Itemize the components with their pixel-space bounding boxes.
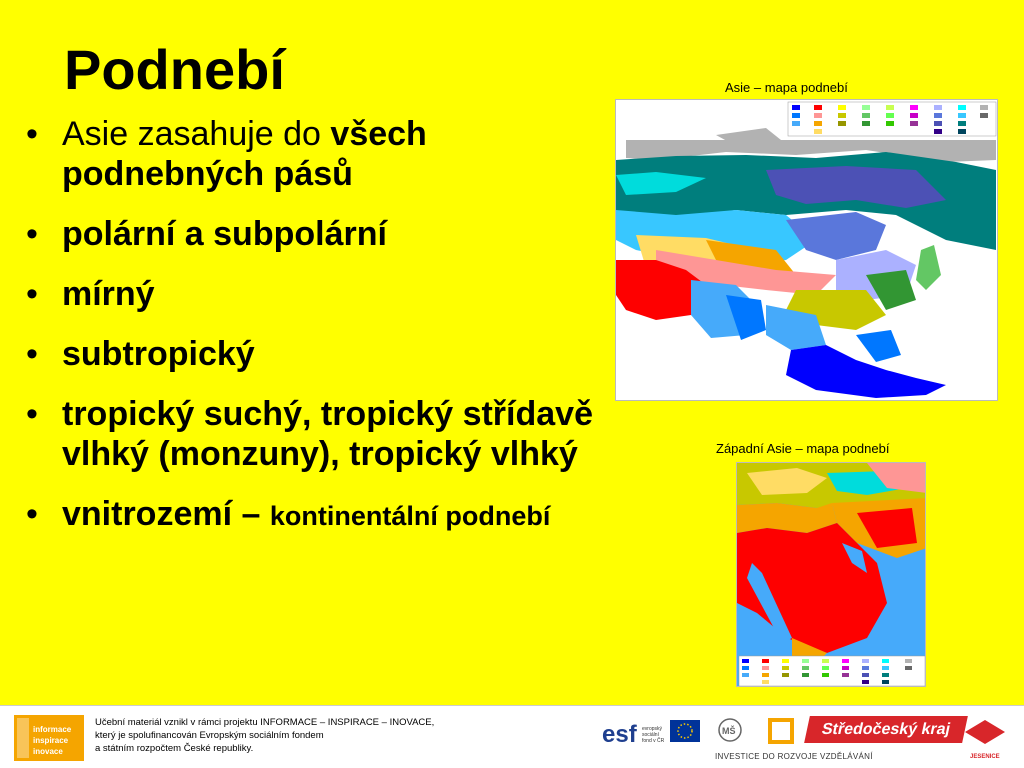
bullet-item [26, 494, 626, 536]
west-asia-map-legend [739, 656, 925, 686]
bullet-dot: • [26, 495, 38, 533]
bullet-item [26, 274, 626, 314]
partner-logos [600, 712, 1020, 767]
bullet-item [26, 334, 626, 374]
region-badge: Středočeský kraj [804, 716, 968, 743]
svg-text:inovace: inovace [33, 747, 63, 756]
west-asia-climate-map-icon [736, 462, 926, 687]
west-asia-map-caption: Západní Asie – mapa podnebí [716, 441, 890, 456]
bullet-text-bold: tropický suchý, tropický střídavě vlhký (monzuny), tropický vlhký [62, 395, 593, 473]
footer-line-1: Učební materiál vznikl v rámci projektu INFORMACE – INSPIRACE – INOVACE, [95, 717, 435, 728]
svg-text:JESENICE: JESENICE [970, 754, 1000, 760]
bullet-list [26, 114, 626, 556]
iii-logo [14, 715, 84, 761]
asia-map-legend [788, 102, 996, 136]
op-logo-icon [768, 718, 794, 744]
bullet-text-bold: mírný [62, 275, 155, 313]
asia-map-caption: Asie – mapa podnebí [725, 80, 848, 95]
svg-text:evropský: evropský [642, 726, 663, 732]
bullet-text-small: kontinentální podnebí [269, 501, 551, 531]
asia-climate-map-icon [615, 99, 998, 401]
bullet-dot: • [26, 215, 38, 253]
esf-logo-icon [602, 721, 665, 748]
footer-text [95, 716, 434, 755]
bullet-text: Asie zasahuje do [62, 115, 331, 153]
bullet-dot: • [26, 335, 38, 373]
invest-slogan: INVESTICE DO ROZVOJE VZDĚLÁVÁNÍ [715, 752, 873, 761]
svg-text:esf: esf [602, 721, 637, 748]
footer-line-2: který je spolufinancován Evropským sociálním fondem [95, 730, 324, 741]
bullet-item [26, 114, 626, 194]
footer-line-3: a státním rozpočtem České republiky. [95, 743, 254, 754]
svg-text:MŠ: MŠ [722, 726, 736, 736]
bullet-text-bold: všech podnebných pásů [62, 115, 427, 193]
bullet-text-bold: polární a subpolární [62, 215, 387, 253]
bullet-text-bold: subtropický [62, 335, 255, 373]
msmt-logo-icon [719, 719, 741, 741]
svg-text:informace: informace [33, 725, 72, 734]
bullet-dot: • [26, 275, 38, 313]
bullet-text-bold: vnitrozemí – [62, 495, 270, 533]
svg-text:sociální: sociální [642, 732, 659, 738]
west-asia-map-svg [737, 463, 926, 687]
slide-title: Podnebí [64, 38, 285, 101]
svg-text:inspirace: inspirace [33, 736, 69, 745]
asia-map-svg [616, 100, 998, 401]
bullet-item [26, 214, 626, 254]
footer [0, 705, 1024, 768]
bullet-dot: • [26, 115, 38, 153]
svg-text:fond v ČR: fond v ČR [642, 738, 665, 744]
bullet-item [26, 394, 626, 474]
kraj-crest-icon [965, 720, 1005, 760]
bullet-dot: • [26, 395, 38, 433]
eu-flag-icon [670, 720, 700, 742]
